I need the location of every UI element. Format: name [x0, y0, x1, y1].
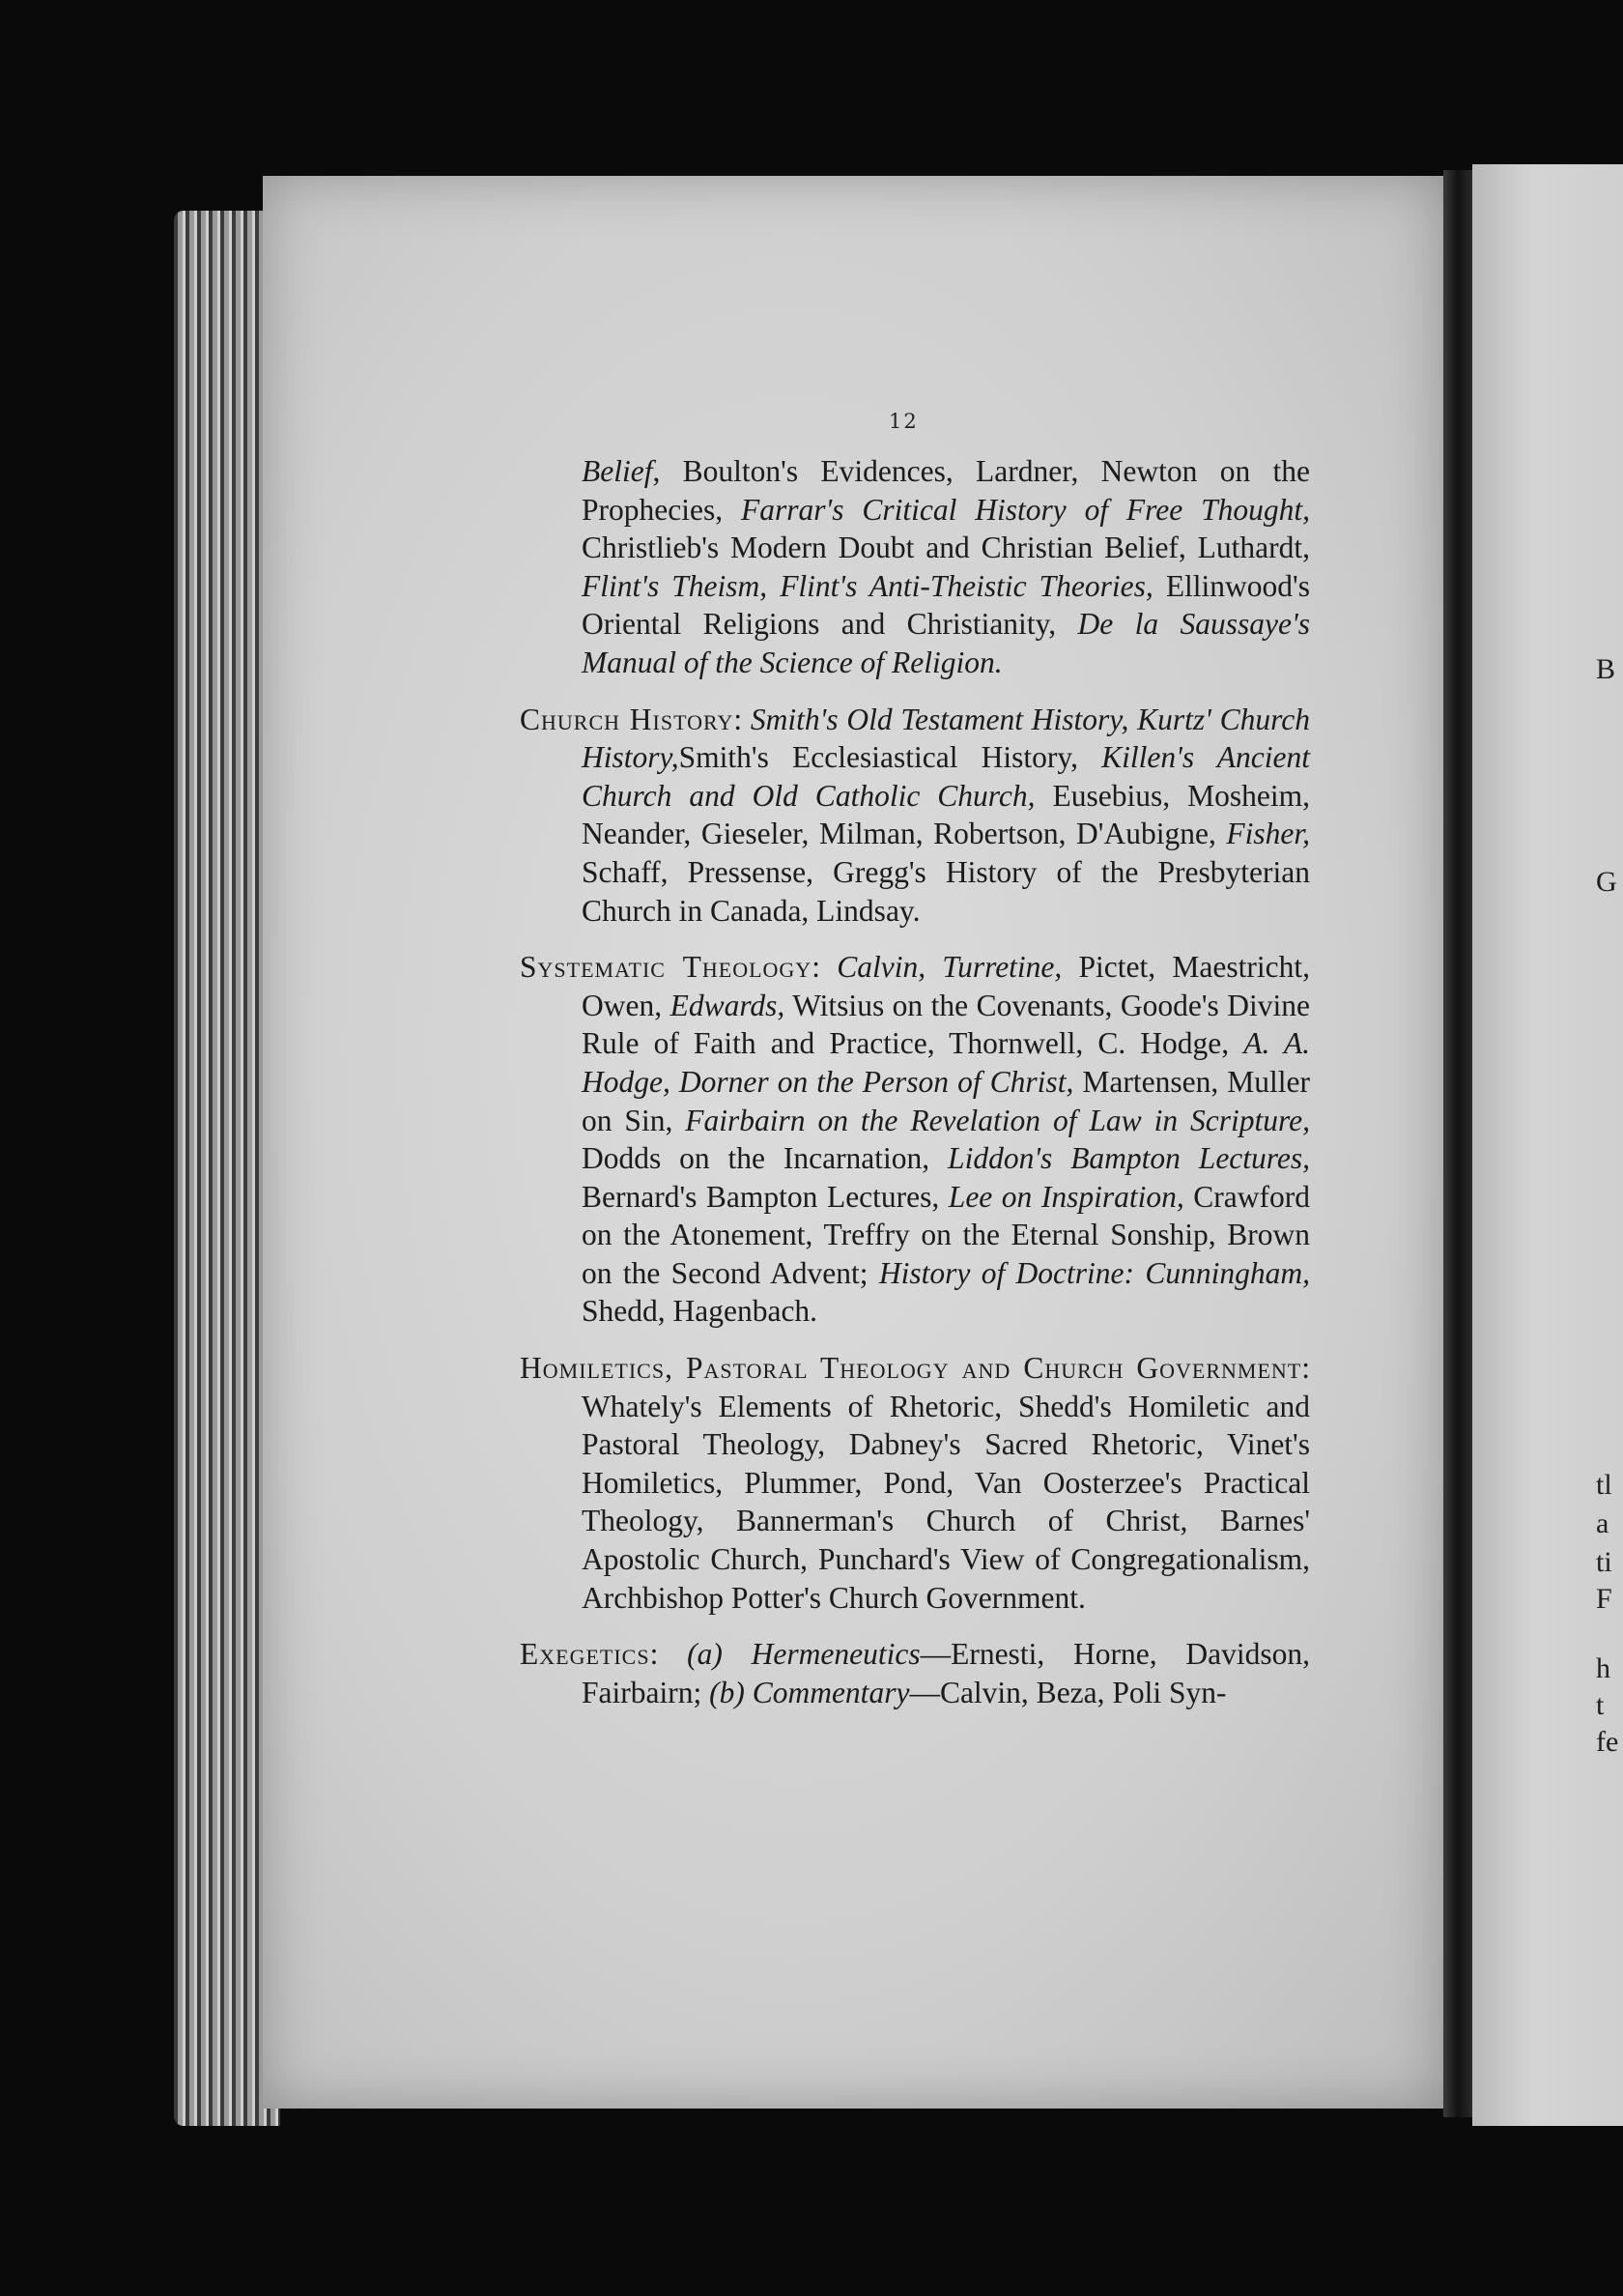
facing-page-fragment: B — [1596, 653, 1616, 685]
body-text: Bernard's Bampton Lectures, — [582, 1179, 949, 1214]
italic-title: Belief — [582, 454, 653, 488]
italic-title: History of Doctrine: Cunningham, — [878, 1255, 1310, 1290]
body-text: Shedd, Hagenbach. — [582, 1294, 818, 1329]
text-column — [520, 452, 1310, 1730]
body-text: Martensen, Muller on Sin, — [582, 1064, 1311, 1137]
facing-page-fragment: G — [1596, 866, 1617, 898]
italic-title: (b) Commentary — [709, 1675, 910, 1709]
section-heading: Systematic Theology — [520, 950, 812, 985]
body-text: Whately's Elements of Rhetoric, Shedd's Homiletic and Pastoral Theology, Dabney's Sacred Rhetoric, Vinet's Homiletics, Plummer, Pond, Van Oosterzee's Practical Theology, Bannerman's Church of Christ, Barnes' Apostolic Church, Punchard's View of Congregationalism, Archbishop Potter's Church Government. — [582, 1389, 1310, 1615]
italic-title: Edwards, — [669, 988, 785, 1022]
entry-continuation — [520, 452, 1310, 682]
entry-homiletics: Homiletics, Pastoral Theology and Church Government: Whately's Elements of Rhetoric, Shedd's Homiletic and Pastoral Theology, Dabney's Sacred Rhetoric, Vinet's Homiletics, Plummer, Pond, Van Oosterzee's Practical Theology, Bannerman's Church of Christ, Barnes' Apostolic Church, Punchard's View of Congregationalism, Archbishop Potter's Church Government. — [520, 1351, 1310, 1615]
section-heading: Homiletics, Pastoral Theology and Church Government — [520, 1351, 1302, 1386]
italic-title: Flint's Theism, Flint's Anti-Theistic Theories, — [582, 568, 1153, 603]
entry-systematic-theology: Systematic Theology: Calvin, Turretine, Pictet, Maestricht, Owen, Edwards, Witsius on the Covenants, Goode's Divine Rule of Faith and Practice, Thornwell, C. Hodge, A. A. Hodge, Dorner on the Person of Christ, Martensen, Muller on Sin, Fairbairn on the Revelation of Law in Scripture, Dodds on the Incarnation, Liddon's Bampton Lectures, Bernard's Bampton Lectures, Lee on Inspiration, Crawford on the Atonement, Treffry on the Eternal Sonship, Brown on the Second Advent; History of Doctrine: Cunningham, Shedd, Hagenbach. — [520, 950, 1311, 1329]
body-text: Smith's Ecclesiastical History, — [678, 740, 1102, 775]
body-text: Eusebius, Mosheim, Neander, Gieseler, Milman, Robertson, D'Aubigne, — [582, 778, 1310, 851]
section-heading: Exegetics — [520, 1637, 650, 1672]
italic-title: Killen's Ancient Church and Old Catholic Church, — [582, 740, 1310, 813]
entry-church-history: Church History: Smith's Old Testament History, Kurtz' Church History,Smith's Ecclesiastical History, Killen's Ancient Church and Old Catholic Church, Eusebius, Mosheim, Neander, Gieseler, Milman, Robertson, D'Aubigne, Fisher, Schaff, Pressense, Gregg's History of the Presbyterian Church in Canada, Lindsay. — [520, 702, 1310, 928]
italic-title: De la Saussaye's Manual of the Science of Religion. — [582, 607, 1310, 679]
body-text: Schaff, Pressense, Gregg's History of the Presbyterian Church in Canada, Lindsay. — [582, 854, 1310, 928]
page-number: 12 — [889, 410, 919, 433]
italic-title: Smith's Old Testament History, Kurtz' Church History, — [582, 702, 1310, 775]
italic-title: A. A. Hodge, Dorner on the Person of Christ, — [582, 1026, 1310, 1099]
italic-title: Farrar's Critical History of Free Thought, — [740, 492, 1310, 527]
body-text: Crawford on the Atonement, Treffry on the Eternal Sonship, Brown on the Second Advent; — [582, 1179, 1310, 1290]
body-text: Witsius on the Covenants, Goode's Divine Rule of Faith and Practice, Thornwell, C. Hodge, — [582, 988, 1310, 1061]
body-text: Dodds on the Incarnation, — [582, 1141, 949, 1176]
body-text: , Boulton's Evidences, Lardner, Newton on the Prophecies, — [582, 454, 1310, 527]
italic-title: Fairbairn on the Revelation of Law in Scripture, — [685, 1103, 1310, 1137]
body-text: Christlieb's Modern Doubt and Christian Belief, Luthardt, — [582, 531, 1310, 565]
facing-page-fragment: t — [1596, 1689, 1605, 1721]
italic-title: Fisher, — [1226, 817, 1310, 851]
section-heading: Church History — [520, 702, 734, 736]
facing-page — [1472, 164, 1623, 2126]
facing-page-fragment: h — [1596, 1652, 1610, 1684]
italic-title: (a) Hermeneutics — [687, 1637, 921, 1672]
facing-page-fragment: tl — [1596, 1469, 1612, 1501]
facing-page-fragment: F — [1596, 1583, 1612, 1615]
italic-title: Lee on Inspiration, — [948, 1179, 1184, 1214]
book-gutter — [1443, 170, 1472, 2117]
facing-page-fragment: fe — [1596, 1726, 1619, 1758]
body-text: —Calvin, Beza, Poli Syn- — [909, 1675, 1227, 1709]
body-text: —Ernesti, Horne, Davidson, Fairbairn; — [582, 1637, 1310, 1709]
facing-page-fragment: ti — [1596, 1546, 1612, 1578]
italic-title: Calvin, Turretine, — [837, 950, 1063, 985]
italic-title: Liddon's Bampton Lectures, — [948, 1141, 1310, 1176]
body-text: Ellinwood's Oriental Religions and Christianity, — [582, 568, 1310, 642]
body-text: Pictet, Maestricht, Owen, — [582, 950, 1310, 1022]
entry-exegetics: Exegetics: (a) Hermeneutics—Ernesti, Horne, Davidson, Fairbairn; (b) Commentary—Calvin, Beza, Poli Syn- — [520, 1637, 1310, 1709]
facing-page-fragment: a — [1596, 1507, 1609, 1539]
